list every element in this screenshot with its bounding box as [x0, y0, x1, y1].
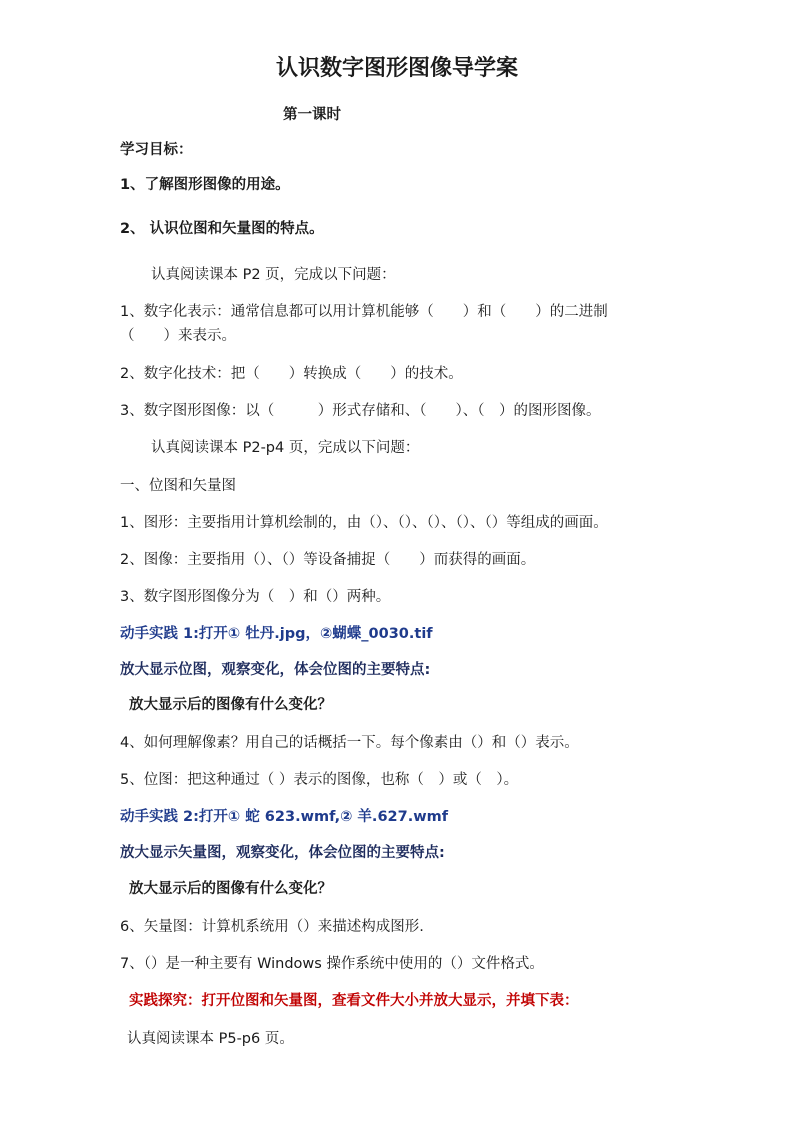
objective-item: 1、了解图形图像的用途。 [120, 177, 290, 193]
question-line: 7、（）是一种主要有 Windows 操作系统中使用的（）文件格式。 [120, 956, 544, 972]
question-line: （ ）来表示。 [120, 328, 236, 344]
question-line: 4、如何理解像素？用自己的话概括一下。每个像素由（）和（）表示。 [120, 735, 579, 751]
reading-instruction: 认真阅读课本 P5-p6 页。 [127, 1031, 294, 1047]
practice-question: 放大显示后的图像有什么变化？ [129, 881, 332, 897]
question-line: 2、图像：主要指用（）、（）等设备捕捉（ ）而获得的画面。 [120, 552, 536, 568]
practice-instruction: 放大显示位图，观察变化，体会位图的主要特点: [120, 662, 431, 678]
question-line: 2、数字化技术：把（ ）转换成（ ）的技术。 [120, 366, 463, 382]
objectives-heading: 学习目标： [120, 142, 193, 158]
explore-heading: 实践探究：打开位图和矢量图，查看文件大小并放大显示，并填下表： [129, 993, 579, 1009]
lesson-label: 第一课时 [283, 107, 341, 123]
question-line: 3、数字图形图像：以（ ）形式存储和、（ ）、（ ）的图形图像。 [120, 403, 601, 419]
practice-heading: 动手实践 2:打开① 蛇 623.wmf,② 羊.627.wmf [120, 809, 449, 825]
practice-question: 放大显示后的图像有什么变化？ [129, 697, 332, 713]
section-heading: 一、位图和矢量图 [120, 478, 236, 494]
question-line: 1、数字化表示：通常信息都可以用计算机能够（ ）和（ ）的二进制 [120, 304, 608, 320]
reading-instruction: 认真阅读课本 P2 页，完成以下问题： [151, 267, 396, 283]
question-line: 1、图形：主要指用计算机绘制的，由（）、（）、（）、（）、（）等组成的画面。 [120, 515, 608, 531]
practice-instruction: 放大显示矢量图，观察变化，体会位图的主要特点: [120, 845, 445, 861]
objective-item: 2、 认识位图和矢量图的特点。 [120, 221, 324, 237]
page-title: 认识数字图形图像导学案 [275, 56, 518, 81]
practice-heading: 动手实践 1:打开① 牡丹.jpg，②蝴蝶_0030.tif [120, 626, 433, 642]
question-line: 3、数字图形图像分为（ ）和（）两种。 [120, 589, 391, 605]
reading-instruction: 认真阅读课本 P2-p4 页，完成以下问题： [151, 440, 420, 456]
question-line: 6、矢量图：计算机系统用（）来描述构成图形. [120, 919, 424, 935]
question-line: 5、位图：把这种通过（ ）表示的图像，也称（ ）或（ ）。 [120, 772, 519, 788]
